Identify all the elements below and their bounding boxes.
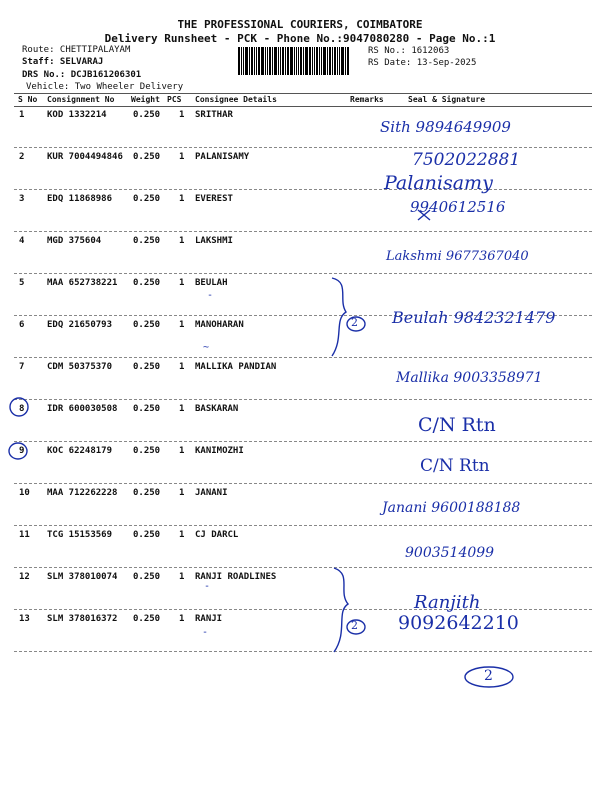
cell-sno: 8 (19, 404, 25, 414)
cell-weight: 0.250 (133, 362, 161, 372)
cell-consignee: CJ DARCL (195, 530, 239, 540)
signature-5: Beulah 9842321479 (392, 308, 556, 327)
cell-weight: 0.250 (133, 530, 161, 540)
barcode (238, 47, 362, 75)
cell-consignee: RANJI (195, 614, 223, 624)
signature-2-name: Palanisamy (384, 172, 493, 194)
drs-number: DRS No.: DCJB161206301 (22, 70, 142, 80)
cell-consignment: KOD 1332214 (47, 110, 107, 120)
col-pcs: PCS (167, 95, 182, 104)
signature-13: 9092642210 (398, 612, 519, 634)
cell-consignee: LAKSHMI (195, 236, 233, 246)
cell-sno: 11 (19, 530, 30, 540)
group-count-2: 2 (351, 619, 358, 632)
cell-pcs: 1 (179, 152, 185, 162)
cell-weight: 0.250 (133, 488, 161, 498)
cell-pcs: 1 (179, 236, 185, 246)
cell-consignment: SLM 378010074 (47, 572, 118, 582)
cell-pcs: 1 (179, 404, 185, 414)
cell-consignment: MGD 375604 (47, 236, 102, 246)
col-remarks: Remarks (350, 95, 384, 104)
cell-consignee: BEULAH (195, 278, 228, 288)
runsheet-subtitle: Delivery Runsheet - PCK - Phone No.:9047080280 - Page No.:1 (104, 32, 496, 45)
cell-consignee: JANANI (195, 488, 228, 498)
cell-weight: 0.250 (133, 152, 161, 162)
cell-consignee: SRITHAR (195, 110, 233, 120)
signature-1: Sith 9894649909 (380, 118, 511, 136)
cell-pcs: 1 (179, 320, 185, 330)
cell-weight: 0.250 (133, 194, 161, 204)
column-headers (0, 94, 600, 106)
col-consignment: Consignment No (47, 95, 115, 104)
cell-consignment: TCG 15153569 (47, 530, 113, 540)
cell-pcs: 1 (179, 110, 185, 120)
cell-weight: 0.250 (133, 614, 161, 624)
cell-consignment: MAA 652738221 (47, 278, 118, 288)
group-count-1: 2 (351, 316, 358, 329)
cell-consignment: IDR 600030508 (47, 404, 118, 414)
signature-12: Ranjith (414, 592, 481, 613)
signature-11: 9003514099 (405, 545, 495, 561)
signature-7: Mallika 9003358971 (396, 370, 543, 386)
cell-pcs: 1 (179, 362, 185, 372)
cell-consignee: RANJI ROADLINES (195, 572, 277, 582)
cell-consignee: MANOHARAN (195, 320, 244, 330)
table-row (0, 190, 600, 232)
tick-mark: - (204, 581, 211, 592)
cell-sno: 12 (19, 572, 30, 582)
signature-10: Janani 9600188188 (382, 500, 521, 516)
cell-pcs: 1 (179, 530, 185, 540)
cell-weight: 0.250 (133, 404, 161, 414)
tick-mark: - (202, 627, 209, 638)
cell-consignment: CDM 50375370 (47, 362, 113, 372)
cell-consignee: PALANISAMY (195, 152, 250, 162)
cell-sno: 3 (19, 194, 25, 204)
cell-weight: 0.250 (133, 320, 161, 330)
cell-sno: 6 (19, 320, 25, 330)
rs-number: RS No.: 1612063 (368, 46, 450, 56)
cell-consignee: EVEREST (195, 194, 233, 204)
cell-consignment: SLM 378016372 (47, 614, 118, 624)
col-weight: Weight (131, 95, 160, 104)
cell-weight: 0.250 (133, 278, 161, 288)
cell-consignment: KUR 7004494846 (47, 152, 123, 162)
tick-mark: ~ (203, 342, 210, 353)
signature-9: C/N Rtn (420, 456, 490, 476)
route-label: Route: CHETTIPALAYAM (22, 45, 131, 55)
col-sno: S No (18, 95, 38, 104)
col-seal: Seal & Signature (408, 95, 486, 104)
staff-label: Staff: SELVARAJ (22, 57, 104, 67)
cell-pcs: 1 (179, 278, 185, 288)
cell-pcs: 1 (179, 446, 185, 456)
cell-sno: 4 (19, 236, 25, 246)
cell-sno: 5 (19, 278, 25, 288)
cell-weight: 0.250 (133, 110, 161, 120)
cell-weight: 0.250 (133, 446, 161, 456)
vehicle-label: Vehicle: Two Wheeler Delivery (26, 82, 184, 92)
cell-pcs: 1 (179, 194, 185, 204)
cell-consignment: EDQ 21650793 (47, 320, 113, 330)
cell-consignee: BASKARAN (195, 404, 239, 414)
table-row (0, 442, 600, 484)
row-divider (14, 651, 592, 652)
cell-sno: 9 (19, 446, 25, 456)
cell-sno: 7 (19, 362, 25, 372)
page-count: 2 (484, 668, 493, 684)
cell-consignment: KOC 62248179 (47, 446, 113, 456)
cell-consignee: MALLIKA PANDIAN (195, 362, 277, 372)
signature-8: C/N Rtn (418, 414, 496, 436)
table-row (0, 568, 600, 610)
cell-sno: 10 (19, 488, 30, 498)
cell-weight: 0.250 (133, 572, 161, 582)
signature-3: 9940612516 (410, 198, 506, 216)
cell-sno: 13 (19, 614, 30, 624)
cell-sno: 2 (19, 152, 25, 162)
cell-pcs: 1 (179, 488, 185, 498)
cell-consignment: MAA 712262228 (47, 488, 118, 498)
company-title: THE PROFESSIONAL COURIERS, COIMBATORE (177, 18, 423, 31)
signature-4: Lakshmi 9677367040 (386, 249, 529, 264)
col-consignee: Consignee Details (195, 95, 277, 104)
table-row (0, 400, 600, 442)
cell-consignee: KANIMOZHI (195, 446, 244, 456)
cell-consignment: EDQ 11868986 (47, 194, 113, 204)
cell-weight: 0.250 (133, 236, 161, 246)
signature-2-phone: 7502022881 (412, 150, 521, 170)
tick-mark: - (207, 290, 214, 301)
cell-sno: 1 (19, 110, 25, 120)
table-row (0, 526, 600, 568)
cell-pcs: 1 (179, 572, 185, 582)
rs-date: RS Date: 13-Sep-2025 (368, 58, 477, 68)
cell-pcs: 1 (179, 614, 185, 624)
